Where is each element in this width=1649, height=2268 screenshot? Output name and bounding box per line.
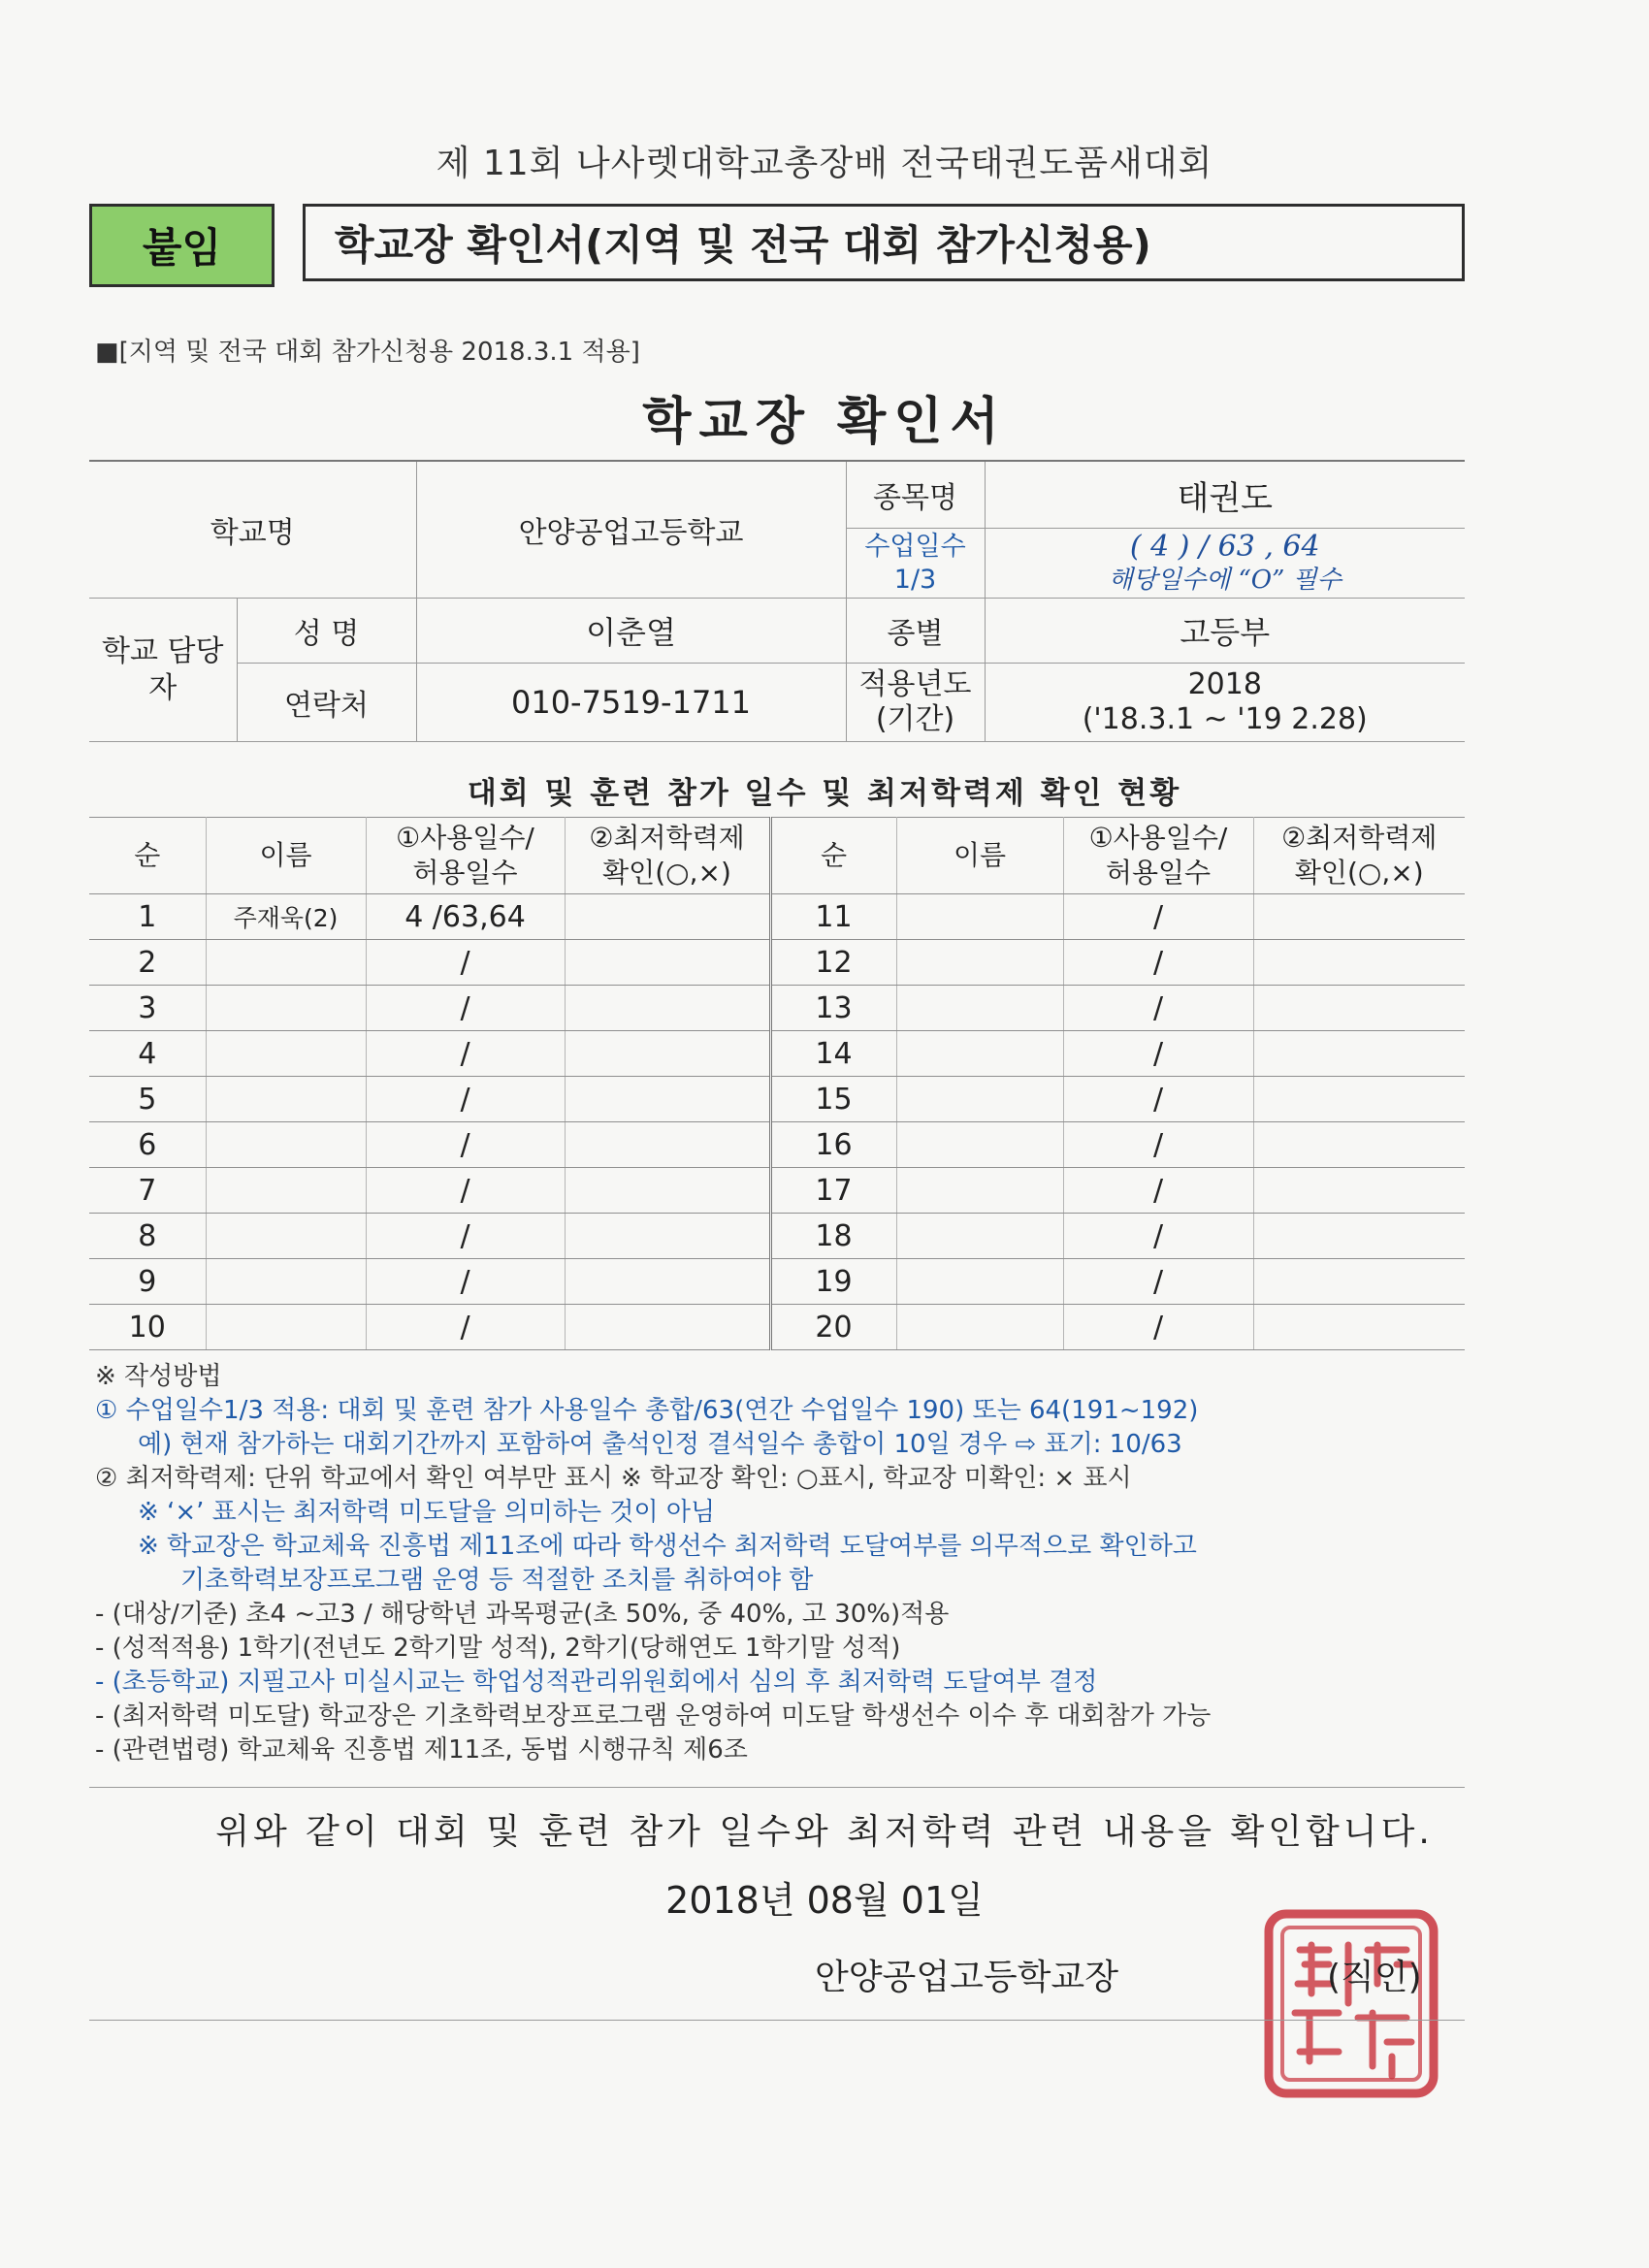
header-minimum [565,818,770,894]
header-name: 이름 [896,818,1063,894]
cell-right-no: 18 [770,1214,896,1259]
table-row [89,1122,1465,1168]
header-name: 이름 [206,818,366,894]
instruction-line: - (초등학교) 지필고사 미실시교는 학업성적관리위원회에서 심의 후 최저학력 도달여부 결정 [95,1668,1098,1697]
confirmation-statement: 위와 같이 대회 및 훈련 참가 일수와 최저학력 관련 내용을 확인합니다. [215,1812,1434,1852]
event-label: 종목명 [846,461,985,529]
cell-right-minimum-check [1253,1259,1465,1305]
cell-left-name [206,1259,366,1305]
cell-left-minimum-check [565,1259,770,1305]
cell-left-name [206,940,366,986]
header-days-line1: ①사용일수/ [1088,822,1228,854]
instruction-line: ① 수업일수1/3 적용: 대회 및 훈련 참가 사용일수 총합/63(연간 수업일수 190) 또는 64(191~192) [95,1396,1199,1425]
instruction-line: ※ ‘×’ 표시는 최저학력 미도달을 의미하는 것이 아님 [138,1498,716,1527]
cell-right-name [896,1077,1063,1122]
cell-left-no: 3 [89,986,206,1031]
cell-left-no: 4 [89,1031,206,1077]
cell-left-days: / [366,940,565,986]
cell-left-no: 6 [89,1122,206,1168]
days-cell [985,529,1465,599]
cell-left-name [206,1031,366,1077]
principal-title: 안양공업고등학교장 [815,1958,1118,1997]
header-title: 학교장 확인서(지역 및 전국 대회 참가신청용) [303,204,1465,281]
cell-left-days: / [366,986,565,1031]
instruction-line: ※ 작성방법 [95,1362,222,1391]
instruction-line: ② 최저학력제: 단위 학교에서 확인 여부만 표시 ※ 학교장 확인: ○표시, 학교장 미확인: × 표시 [95,1464,1132,1493]
cell-left-days: / [366,1168,565,1214]
days-value: ( 4 ) / 63 , 64 [1129,529,1320,564]
cell-right-no: 20 [770,1305,896,1350]
section-title: 대회 및 훈련 참가 일수 및 최저학력제 확인 현황 [467,776,1182,811]
year-period: ('18.3.1 ~ '19 2.28) [1082,702,1368,736]
cell-left-minimum-check [565,1168,770,1214]
cell-left-no: 9 [89,1259,206,1305]
cell-right-minimum-check [1253,1031,1465,1077]
cell-left-minimum-check [565,1305,770,1350]
cell-right-minimum-check [1253,1077,1465,1122]
table-header-row [89,818,1465,894]
participation-table [89,817,1465,1350]
instruction-line: ※ 학교장은 학교체육 진흥법 제11조에 따라 학생선수 최저학력 도달여부를 의무적으로 확인하고 [138,1532,1197,1561]
category-label: 종별 [846,599,985,664]
cell-right-name [896,1305,1063,1350]
cell-right-minimum-check [1253,1168,1465,1214]
cell-left-no: 2 [89,940,206,986]
cell-right-days: / [1063,1305,1253,1350]
cell-left-minimum-check [565,940,770,986]
cell-right-days: / [1063,1031,1253,1077]
cell-left-minimum-check [565,1122,770,1168]
instruction-line: - (대상/기준) 초4 ~고3 / 해당학년 과목평균(초 50%, 중 40%, 고 30%)적용 [95,1600,950,1629]
days-label-line1: 수업일수 [864,531,966,562]
header-days [1063,818,1253,894]
header-minimum-line1: ②최저학력제 [1281,822,1438,854]
cell-left-minimum-check [565,894,770,940]
cell-left-minimum-check [565,1077,770,1122]
instruction-line: 기초학력보장프로그램 운영 등 적절한 조치를 취하여야 함 [180,1566,814,1595]
phone-label: 연락처 [237,664,416,742]
cell-right-days: / [1063,1122,1253,1168]
applicability-note: ■[지역 및 전국 대회 참가신청용 2018.3.1 적용] [95,338,640,367]
instruction-line: - (관련법령) 학교체육 진흥법 제11조, 동법 시행규칙 제6조 [95,1735,748,1765]
document-title: 학교장 확인서 [642,393,1007,451]
cell-right-days: / [1063,986,1253,1031]
divider [89,1787,1465,1788]
cell-left-minimum-check [565,1031,770,1077]
table-row [89,940,1465,986]
cell-right-no: 11 [770,894,896,940]
header-days-line2: 허용일수 [412,857,518,889]
cell-left-no: 7 [89,1168,206,1214]
cell-right-minimum-check [1253,1305,1465,1350]
table-row [89,986,1465,1031]
days-label-line2: 1/3 [893,564,937,595]
cell-left-days: / [366,1214,565,1259]
contact-group-label: 학교 담당자 [89,599,237,742]
issue-date: 2018년 08월 01일 [665,1879,984,1922]
cell-right-name [896,1031,1063,1077]
cell-left-days: / [366,1077,565,1122]
cell-right-minimum-check [1253,1214,1465,1259]
cell-left-name: 주재욱(2) [206,894,366,940]
header-minimum-line1: ②최저학력제 [589,822,745,854]
cell-right-no: 17 [770,1168,896,1214]
cell-right-name [896,940,1063,986]
cell-left-name [206,1305,366,1350]
header-minimum-line2: 확인(○,×) [602,857,731,889]
table-row [89,894,1465,940]
table-row [89,1031,1465,1077]
instructions [95,1360,1472,1767]
seal-label: (직인) [1327,1958,1422,1997]
table-row [89,1168,1465,1214]
days-label [846,529,985,599]
cell-right-minimum-check [1253,940,1465,986]
cell-left-days: / [366,1031,565,1077]
cell-right-no: 12 [770,940,896,986]
phone-value: 010-7519-1711 [416,664,846,742]
event-title: 제 11회 나사렛대학교총장배 전국태권도품새대회 [436,144,1213,183]
cell-right-days: / [1063,1077,1253,1122]
cell-right-days: / [1063,1168,1253,1214]
cell-left-no: 8 [89,1214,206,1259]
header-days-line2: 허용일수 [1105,857,1212,889]
table-row [89,1305,1465,1350]
year-cell [985,664,1465,742]
header-minimum [1253,818,1465,894]
bottom-divider [89,2020,1465,2021]
cell-right-days: / [1063,1214,1253,1259]
cell-left-name [206,1077,366,1122]
cell-right-no: 14 [770,1031,896,1077]
cell-right-name [896,1214,1063,1259]
name-label: 성 명 [237,599,416,664]
header-days [366,818,565,894]
cell-right-minimum-check [1253,1122,1465,1168]
table-row [89,1214,1465,1259]
year-label [846,664,985,742]
cell-right-no: 13 [770,986,896,1031]
cell-right-no: 16 [770,1122,896,1168]
year-label-line1: 적용년도 [858,667,972,701]
cell-left-name [206,986,366,1031]
table-row [89,1077,1465,1122]
cell-right-name [896,1259,1063,1305]
days-note: 해당일수에 “O” 필수 [1108,565,1342,595]
cell-left-name [206,1168,366,1214]
cell-right-minimum-check [1253,894,1465,940]
cell-right-days: / [1063,940,1253,986]
cell-left-name [206,1214,366,1259]
cell-right-no: 15 [770,1077,896,1122]
cell-left-days: / [366,1259,565,1305]
cell-right-name [896,1122,1063,1168]
header-minimum-line2: 확인(○,×) [1294,857,1424,889]
cell-right-name [896,1168,1063,1214]
cell-right-minimum-check [1253,986,1465,1031]
cell-left-name [206,1122,366,1168]
cell-left-no: 5 [89,1077,206,1122]
cell-left-days: / [366,1122,565,1168]
header-no: 순 [89,818,206,894]
cell-right-name [896,986,1063,1031]
cell-left-minimum-check [565,986,770,1031]
school-value: 안양공업고등학교 [416,461,846,599]
header-no: 순 [770,818,896,894]
attachment-badge: 붙임 [89,204,275,287]
cell-left-minimum-check [565,1214,770,1259]
cell-left-days: 4 /63,64 [366,894,565,940]
category-value: 고등부 [985,599,1465,664]
cell-right-name [896,894,1063,940]
year-label-line2: (기간) [875,702,955,736]
school-label: 학교명 [89,461,416,599]
school-info-table [89,460,1465,742]
name-value: 이춘열 [416,599,846,664]
instruction-line: - (최저학력 미도달) 학교장은 기초학력보장프로그램 운영하여 미도달 학생선수 이수 후 대회참가 가능 [95,1701,1212,1731]
cell-left-days: / [366,1305,565,1350]
official-seal [1251,1906,1445,2100]
cell-right-days: / [1063,1259,1253,1305]
event-value: 태권도 [985,461,1465,529]
cell-right-no: 19 [770,1259,896,1305]
cell-right-days: / [1063,894,1253,940]
cell-left-no: 1 [89,894,206,940]
header-days-line1: ①사용일수/ [396,822,534,854]
cell-left-no: 10 [89,1305,206,1350]
instruction-line: 예) 현재 참가하는 대회기간까지 포함하여 출석인정 결석일수 총합이 10일 경우 ⇨ 표기: 10/63 [138,1430,1182,1459]
instruction-line: - (성적적용) 1학기(전년도 2학기말 성적), 2학기(당해연도 1학기말 성적) [95,1634,901,1663]
table-row [89,1259,1465,1305]
year-value: 2018 [1187,667,1262,701]
